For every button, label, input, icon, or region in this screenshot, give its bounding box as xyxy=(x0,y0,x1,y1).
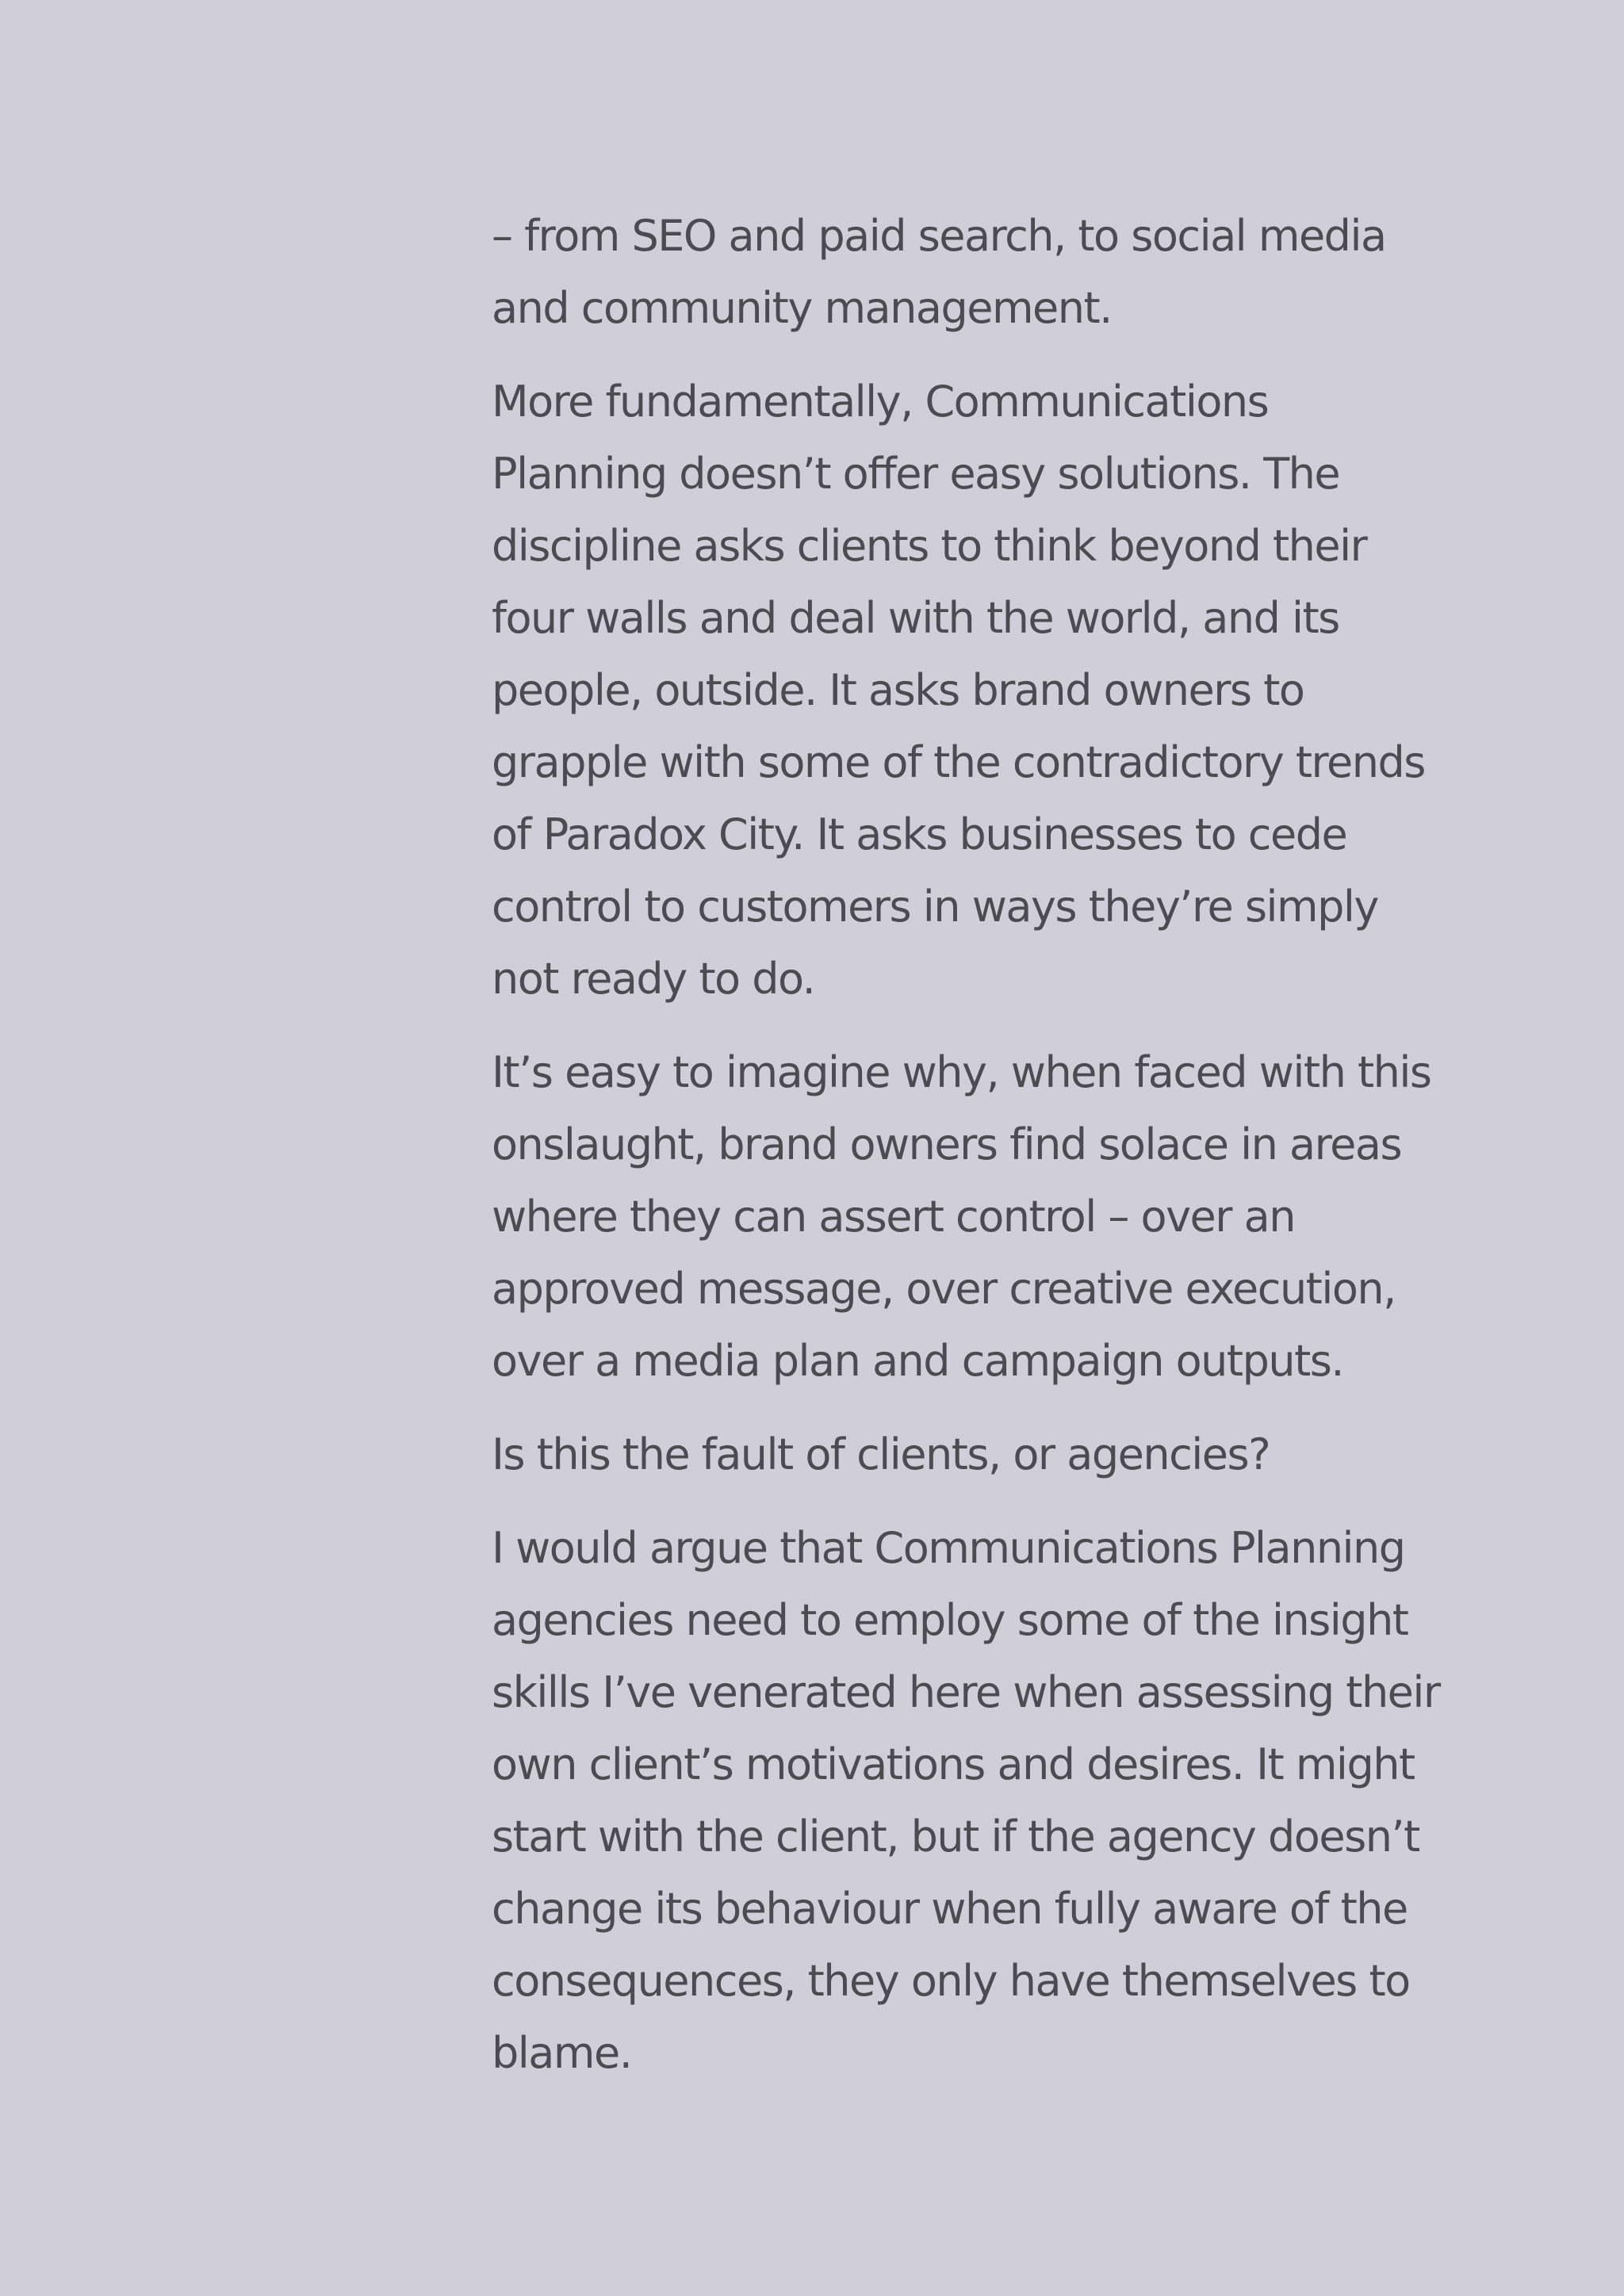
text-line: More fundamentally, Communications xyxy=(492,377,1269,427)
text-line: skills I’ve venerated here when assessing their xyxy=(492,1667,1440,1717)
body-text-column xyxy=(492,200,1443,2110)
paragraph-3 xyxy=(492,1036,1443,1397)
text-line: over a media plan and campaign outputs. xyxy=(492,1336,1344,1386)
text-line: Is this the fault of clients, or agencies? xyxy=(492,1429,1270,1479)
text-line: where they can assert control – over an xyxy=(492,1192,1295,1242)
text-line: Planning doesn’t offer easy solutions. The xyxy=(492,449,1340,499)
paragraph-4 xyxy=(492,1418,1443,1490)
text-line: discipline asks clients to think beyond their xyxy=(492,521,1367,571)
text-line: I would argue that Communications Planning xyxy=(492,1523,1405,1573)
text-line: change its behaviour when fully aware of the xyxy=(492,1884,1408,1934)
text-line: people, outside. It asks brand owners to xyxy=(492,665,1304,715)
text-line: approved message, over creative execution, xyxy=(492,1264,1396,1314)
text-line: of Paradox City. It asks businesses to cede xyxy=(492,809,1347,859)
text-line: four walls and deal with the world, and its xyxy=(492,593,1339,643)
text-line: start with the client, but if the agency doesn’t xyxy=(492,1812,1419,1862)
text-line: – from SEO and paid search, to social media xyxy=(492,211,1386,261)
text-line: agencies need to employ some of the insight xyxy=(492,1595,1408,1645)
paragraph-2 xyxy=(492,365,1443,1015)
text-line: onslaught, brand owners find solace in areas xyxy=(492,1119,1402,1169)
text-line: own client’s motivations and desires. It might xyxy=(492,1739,1415,1789)
text-line: blame. xyxy=(492,2028,632,2078)
paragraph-1 xyxy=(492,200,1443,344)
text-line: and community management. xyxy=(492,283,1112,333)
text-line: not ready to do. xyxy=(492,954,815,1004)
paragraph-5 xyxy=(492,1512,1443,2089)
text-line: It’s easy to imagine why, when faced with this xyxy=(492,1047,1431,1097)
text-line: grapple with some of the contradictory trends xyxy=(492,737,1425,787)
text-line: consequences, they only have themselves to xyxy=(492,1956,1410,2006)
text-line: control to customers in ways they’re simply xyxy=(492,882,1378,932)
